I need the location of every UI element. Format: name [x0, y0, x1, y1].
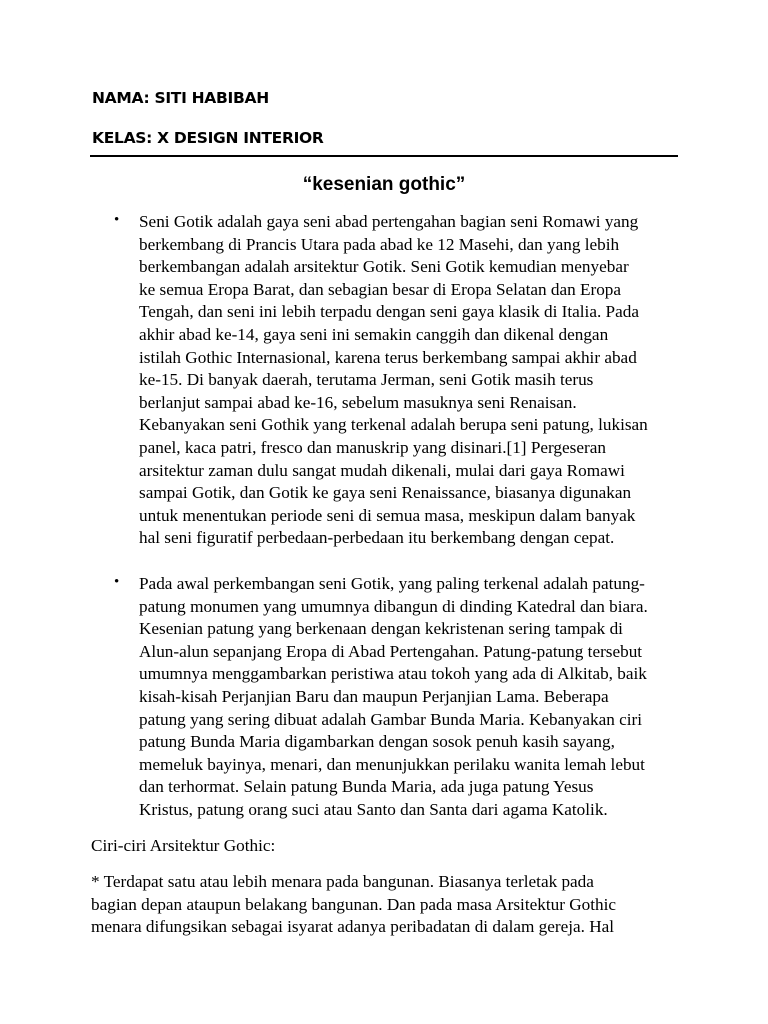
bullet-icon: •: [114, 574, 120, 590]
document-title: “kesenian gothic”: [302, 174, 466, 195]
paragraph-line: * Terdapat satu atau lebih menara pada bangunan. Biasanya terletak pada: [91, 872, 594, 891]
paragraph-line: ke-15. Di banyak daerah, terutama Jerman, seni Gotik masih terus: [139, 370, 594, 390]
paragraph-line: Seni Gotik adalah gaya seni abad pertengahan bagian seni Romawi yang: [139, 212, 639, 231]
paragraph-line: ke semua Eropa Barat, dan sebagian besar di Eropa Selatan dan Eropa: [139, 279, 622, 299]
paragraph-line: patung yang sering dibuat adalah Gambar Bunda Maria. Kebanyakan ciri: [139, 709, 643, 729]
paragraph-line: sampai Gotik, dan Gotik ke gaya seni Renaissance, biasanya digunakan: [139, 483, 632, 503]
paragraph-line: menara difungsikan sebagai isyarat adanya peribadatan di dalam gereja. Hal: [91, 917, 615, 937]
paragraph-line: Pada awal perkembangan seni Gotik, yang paling terkenal adalah patung-: [139, 574, 645, 593]
paragraph-line: dan terhormat. Selain patung Bunda Maria, ada juga patung Yesus: [139, 777, 594, 797]
paragraph-line: bagian depan ataupun belakang bangunan. Dan pada masa Arsitektur Gothic: [91, 894, 616, 914]
paragraph-line: akhir abad ke-14, gaya seni ini semakin canggih dan dikenal dengan: [139, 325, 609, 344]
paragraph-line: berlanjut sampai abad ke-16, sebelum masuknya seni Renaisan.: [139, 392, 577, 412]
paragraph-line: kisah-kisah Perjanjian Baru dan maupun Perjanjian Lama. Beberapa: [139, 687, 609, 706]
paragraph-line: Kristus, patung orang suci atau Santo dan Santa dari agama Katolik.: [139, 800, 608, 819]
paragraph-line: umumnya menggambarkan peristiwa atau tokoh yang ada di Alkitab, baik: [139, 664, 647, 684]
paragraph-line: Alun-alun sepanjang Eropa di Abad Pertengahan. Patung-patung tersebut: [139, 641, 643, 661]
paragraph-line: berkembang di Prancis Utara pada abad ke 12 Masehi, dan yang lebih: [139, 234, 620, 254]
paragraph-line: panel, kaca patri, fresco dan manuskrip yang disinari.[1] Pergeseran: [139, 438, 606, 457]
paragraph-line: arsitektur zaman dulu sangat mudah dikenali, mulai dari gaya Romawi: [139, 460, 625, 480]
paragraph-line: Tengah, dan seni ini lebih terpadu dengan seni gaya klasik di Italia. Pada: [139, 302, 639, 322]
paragraph-line: patung Bunda Maria digambarkan dengan sosok penuh kasih sayang,: [139, 732, 615, 752]
section-heading: Ciri-ciri Arsitektur Gothic:: [91, 836, 276, 855]
bullet-icon: •: [114, 212, 120, 228]
paragraph-line: memeluk bayinya, menari, dan menunjukkan perilaku wanita lemah lebut: [139, 754, 645, 774]
paragraph-line: untuk menentukan periode seni di semua masa, meskipun dalam banyak: [139, 505, 636, 525]
paragraph-line: patung monumen yang umumnya dibangun di dinding Katedral dan biara.: [139, 596, 648, 616]
paragraph-line: istilah Gothic Internasional, karena terus berkembang sampai akhir abad: [139, 347, 637, 367]
paragraph-line: Kebanyakan seni Gothik yang terkenal adalah berupa seni patung, lukisan: [139, 415, 648, 435]
student-class: KELAS: X DESIGN INTERIOR: [92, 129, 324, 147]
paragraph-line: Kesenian patung yang berkenaan dengan kekristenan sering tampak di: [139, 619, 623, 639]
paragraph-line: berkembangan adalah arsitektur Gotik. Seni Gotik kemudian menyebar: [139, 257, 629, 277]
paragraph-line: hal seni figuratif perbedaan-perbedaan itu berkembang dengan cepat.: [139, 528, 615, 548]
divider: [90, 155, 678, 157]
student-name: NAMA: SITI HABIBAH: [92, 89, 269, 107]
